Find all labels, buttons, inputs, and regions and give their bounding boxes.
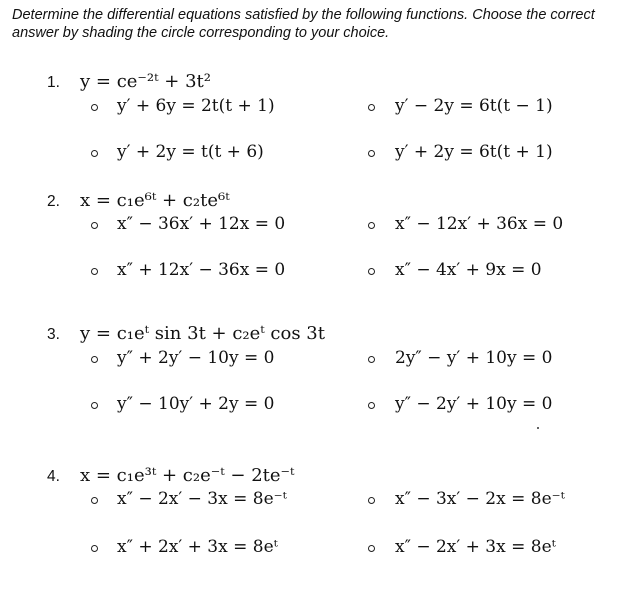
option-2d-radio[interactable]: [368, 268, 375, 275]
option-4a-label[interactable]: x″ − 2x′ − 3x = 8e⁻ᵗ: [117, 489, 287, 509]
option-4d-label[interactable]: x″ − 2x′ + 3x = 8eᵗ: [395, 537, 556, 557]
option-3b-label[interactable]: 2y″ − y′ + 10y = 0: [395, 348, 553, 368]
question-function-1: y = ce⁻²ᵗ + 3t²: [80, 71, 212, 92]
option-4a-radio[interactable]: [91, 497, 98, 504]
question-function-2: x = c₁e⁶ᵗ + c₂te⁶ᵗ: [80, 190, 230, 211]
option-2b-radio[interactable]: [368, 222, 375, 229]
option-3c-radio[interactable]: [91, 402, 98, 409]
question-number-4: 4.: [47, 468, 60, 485]
option-1b-radio[interactable]: [368, 104, 375, 111]
option-4b-label[interactable]: x″ − 3x′ − 2x = 8e⁻ᵗ: [395, 489, 565, 509]
option-1d-label[interactable]: y′ + 2y = 6t(t + 1): [395, 142, 553, 162]
question-number-1: 1.: [47, 74, 60, 91]
option-3c-label[interactable]: y″ − 10y′ + 2y = 0: [117, 394, 275, 414]
option-1a-radio[interactable]: [91, 104, 98, 111]
question-function-4: x = c₁e³ᵗ + c₂e⁻ᵗ − 2te⁻ᵗ: [80, 465, 295, 486]
question-number-3: 3.: [47, 326, 60, 343]
stray-mark: [537, 427, 539, 429]
question-number-2: 2.: [47, 193, 60, 210]
option-4b-radio[interactable]: [368, 497, 375, 504]
option-2a-radio[interactable]: [91, 222, 98, 229]
option-3a-radio[interactable]: [91, 356, 98, 363]
option-2c-label[interactable]: x″ + 12x′ − 36x = 0: [117, 260, 286, 280]
option-2a-label[interactable]: x″ − 36x′ + 12x = 0: [117, 214, 286, 234]
option-4d-radio[interactable]: [368, 545, 375, 552]
option-1b-label[interactable]: y′ − 2y = 6t(t − 1): [395, 96, 553, 116]
option-1c-radio[interactable]: [91, 150, 98, 157]
option-3d-label[interactable]: y″ − 2y′ + 10y = 0: [395, 394, 553, 414]
option-2d-label[interactable]: x″ − 4x′ + 9x = 0: [395, 260, 542, 280]
option-4c-radio[interactable]: [91, 545, 98, 552]
instructions: Determine the differential equations satisfied by the following functions. Choose the correct answer by shading the circle corresponding to your choice.: [12, 7, 595, 41]
option-1d-radio[interactable]: [368, 150, 375, 157]
question-function-3: y = c₁eᵗ sin 3t + c₂eᵗ cos 3t: [80, 323, 325, 344]
option-3d-radio[interactable]: [368, 402, 375, 409]
option-1a-label[interactable]: y′ + 6y = 2t(t + 1): [117, 96, 275, 116]
option-2b-label[interactable]: x″ − 12x′ + 36x = 0: [395, 214, 564, 234]
option-1c-label[interactable]: y′ + 2y = t(t + 6): [117, 142, 264, 162]
option-2c-radio[interactable]: [91, 268, 98, 275]
option-3a-label[interactable]: y″ + 2y′ − 10y = 0: [117, 348, 275, 368]
option-3b-radio[interactable]: [368, 356, 375, 363]
option-4c-label[interactable]: x″ + 2x′ + 3x = 8eᵗ: [117, 537, 278, 557]
